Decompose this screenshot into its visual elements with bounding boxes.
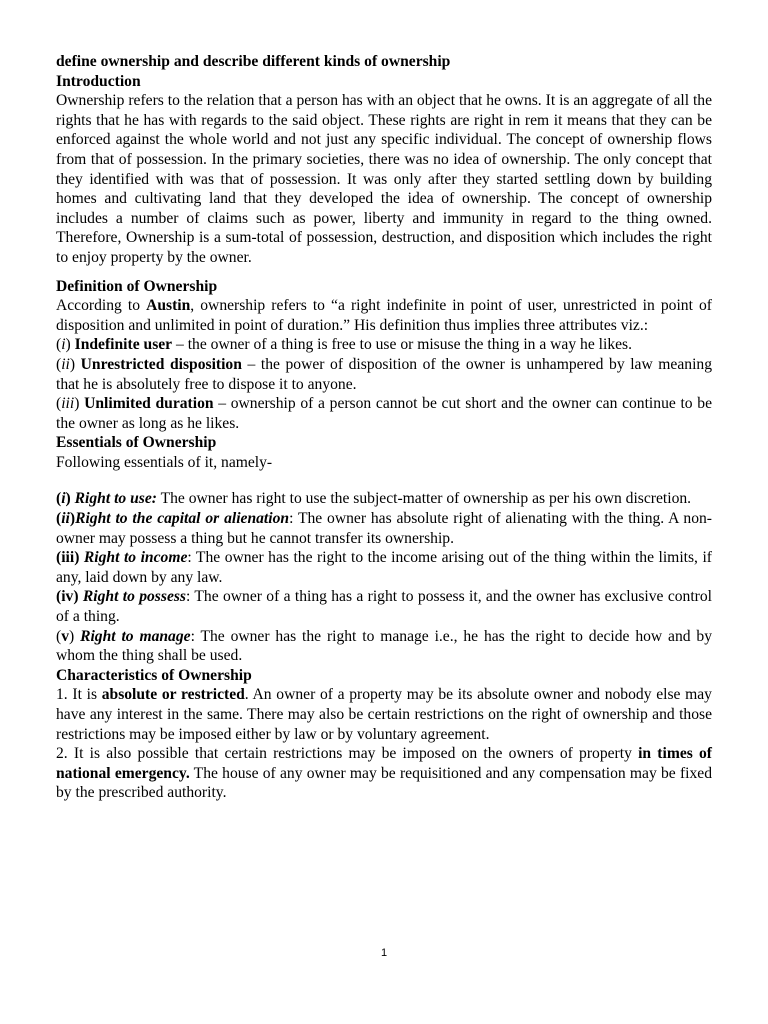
item-text: – the owner of a thing is free to use or misuse the thing in a way he likes. xyxy=(172,336,633,354)
characteristics-heading: Characteristics of Ownership xyxy=(56,666,252,684)
intro-heading: Introduction xyxy=(56,72,141,90)
item-text: : The owner of a thing has a right to possess it, and the owner has exclusive control of a thing. xyxy=(56,588,712,626)
char-text-a: 1. It is xyxy=(56,686,102,704)
characteristic-item xyxy=(56,685,712,744)
document-page xyxy=(56,52,712,803)
item-term: Right to possess xyxy=(82,588,187,606)
definition-item: (iii) Unlimited duration – ownership of a person cannot be cut short and the owner can continue to be the owner as long as he likes. xyxy=(56,395,713,432)
item-number: ii xyxy=(61,510,70,528)
definition-text-c: , ownership refers to “a right indefinite in point of user, unrestricted in point of disposition and unlimited in point of duration.” His definition thus implies three attributes viz.: xyxy=(56,297,712,334)
essential-item: (iv) Right to possess: The owner of a thing has a right to possess it, and the owner has exclusive control of a thing. xyxy=(56,588,712,626)
item-number: iii xyxy=(61,549,75,567)
characteristic-item xyxy=(56,744,712,803)
char-text-a: 2. It is also possible that certain restrictions may be imposed on the owners of property xyxy=(56,745,639,763)
intro-paragraph: Ownership refers to the relation that a person has with an object that he owns. It is an aggregate of all the rights that he has with regards to the said object. These rights are right in rem it means that they can be enforced against the whole world and not just any specific individual. The concept of ownership flows from that of possession. In the primary societies, there was no idea of ownership. The only concept that they identified with was that of possession. It was only after they started settling down by building homes and cultivating land that they developed the idea of ownership. The concept of ownership includes a number of claims such as power, liberty and immunity in regard to the thing owned. Therefore, Ownership is a sum-total of possession, destruction, and disposition which includes the right to enjoy property by the owner. xyxy=(56,92,712,266)
char-term: absolute or restricted xyxy=(101,686,245,704)
definition-heading: Definition of Ownership xyxy=(56,277,218,295)
char-term: in times of national emergency. xyxy=(56,745,712,782)
item-term: Right to income xyxy=(83,549,188,567)
item-term: Right to the capital or alienation xyxy=(75,510,290,528)
item-term: Right to use: xyxy=(74,490,157,508)
essential-item: (ii)Right to the capital or alienation: The owner has absolute right of alienating with the thing. A non-owner may possess a thing but he cannot transfer its ownership. xyxy=(56,510,712,547)
item-number: i xyxy=(61,490,66,508)
item-term: Unlimited duration xyxy=(84,395,214,413)
item-number: iii xyxy=(61,395,75,413)
item-number: i xyxy=(61,336,66,354)
char-text-c: . An owner of a property may be its absolute owner and nobody else may have any interest in the same. There may also be certain restrictions on the right of ownership and those restrictions may be imposed either by law or by voluntary agreement. xyxy=(56,686,712,743)
char-text-c: The house of any owner may be requisitioned and any compensation may be fixed by the prescribed authority. xyxy=(56,764,712,802)
definition-item: (i) Indefinite user – the owner of a thing is free to use or misuse the thing in a way he likes. xyxy=(56,336,633,354)
definition-item: (ii) Unrestricted disposition – the power of disposition of the owner is unhampered by law meaning that he is absolutely free to dispose it to anyone. xyxy=(56,355,712,393)
item-text: The owner has right to use the subject-matter of ownership as per his own discretion. xyxy=(156,490,692,508)
item-text: : The owner has the right to the income arising out of the thing within the limits, if any, laid down by any law. xyxy=(56,549,712,586)
item-term: Right to manage xyxy=(80,627,191,645)
essential-item: (i) Right to use: The owner has right to use the subject-matter of ownership as per his own discretion. xyxy=(56,490,692,508)
item-number: ii xyxy=(61,355,70,373)
essential-item: (v) Right to manage: The owner has the right to manage i.e., he has the right to decide how and by whom the thing shall be used. xyxy=(56,627,713,665)
item-text: : The owner has absolute right of alienating with the thing. A non-owner may possess a thing but he cannot transfer its ownership. xyxy=(56,510,712,547)
essentials-heading: Essentials of Ownership xyxy=(56,434,217,452)
item-number: v xyxy=(61,627,69,645)
austin-name: Austin xyxy=(146,297,191,315)
definition-text-a: According to xyxy=(56,297,147,315)
item-text: – ownership of a person cannot be cut short and the owner can continue to be the owner as long as he likes. xyxy=(56,395,713,432)
essential-item: (iii) Right to income: The owner has the right to the income arising out of the thing within the limits, if any, laid down by any law. xyxy=(56,549,712,586)
definition-paragraph xyxy=(56,296,712,335)
item-number: iv xyxy=(61,588,74,606)
item-text: – the power of disposition of the owner is unhampered by law meaning that he is absolutely free to dispose it to anyone. xyxy=(56,355,712,393)
page-number: 1 xyxy=(380,947,388,959)
item-term: Indefinite user xyxy=(74,336,173,354)
item-term: Unrestricted disposition xyxy=(80,355,242,373)
document-title: define ownership and describe different kinds of ownership xyxy=(56,53,451,70)
essentials-intro: Following essentials of it, namely- xyxy=(56,453,273,471)
item-text: : The owner has the right to manage i.e., he has the right to decide how and by whom the thing shall be used. xyxy=(56,627,713,665)
